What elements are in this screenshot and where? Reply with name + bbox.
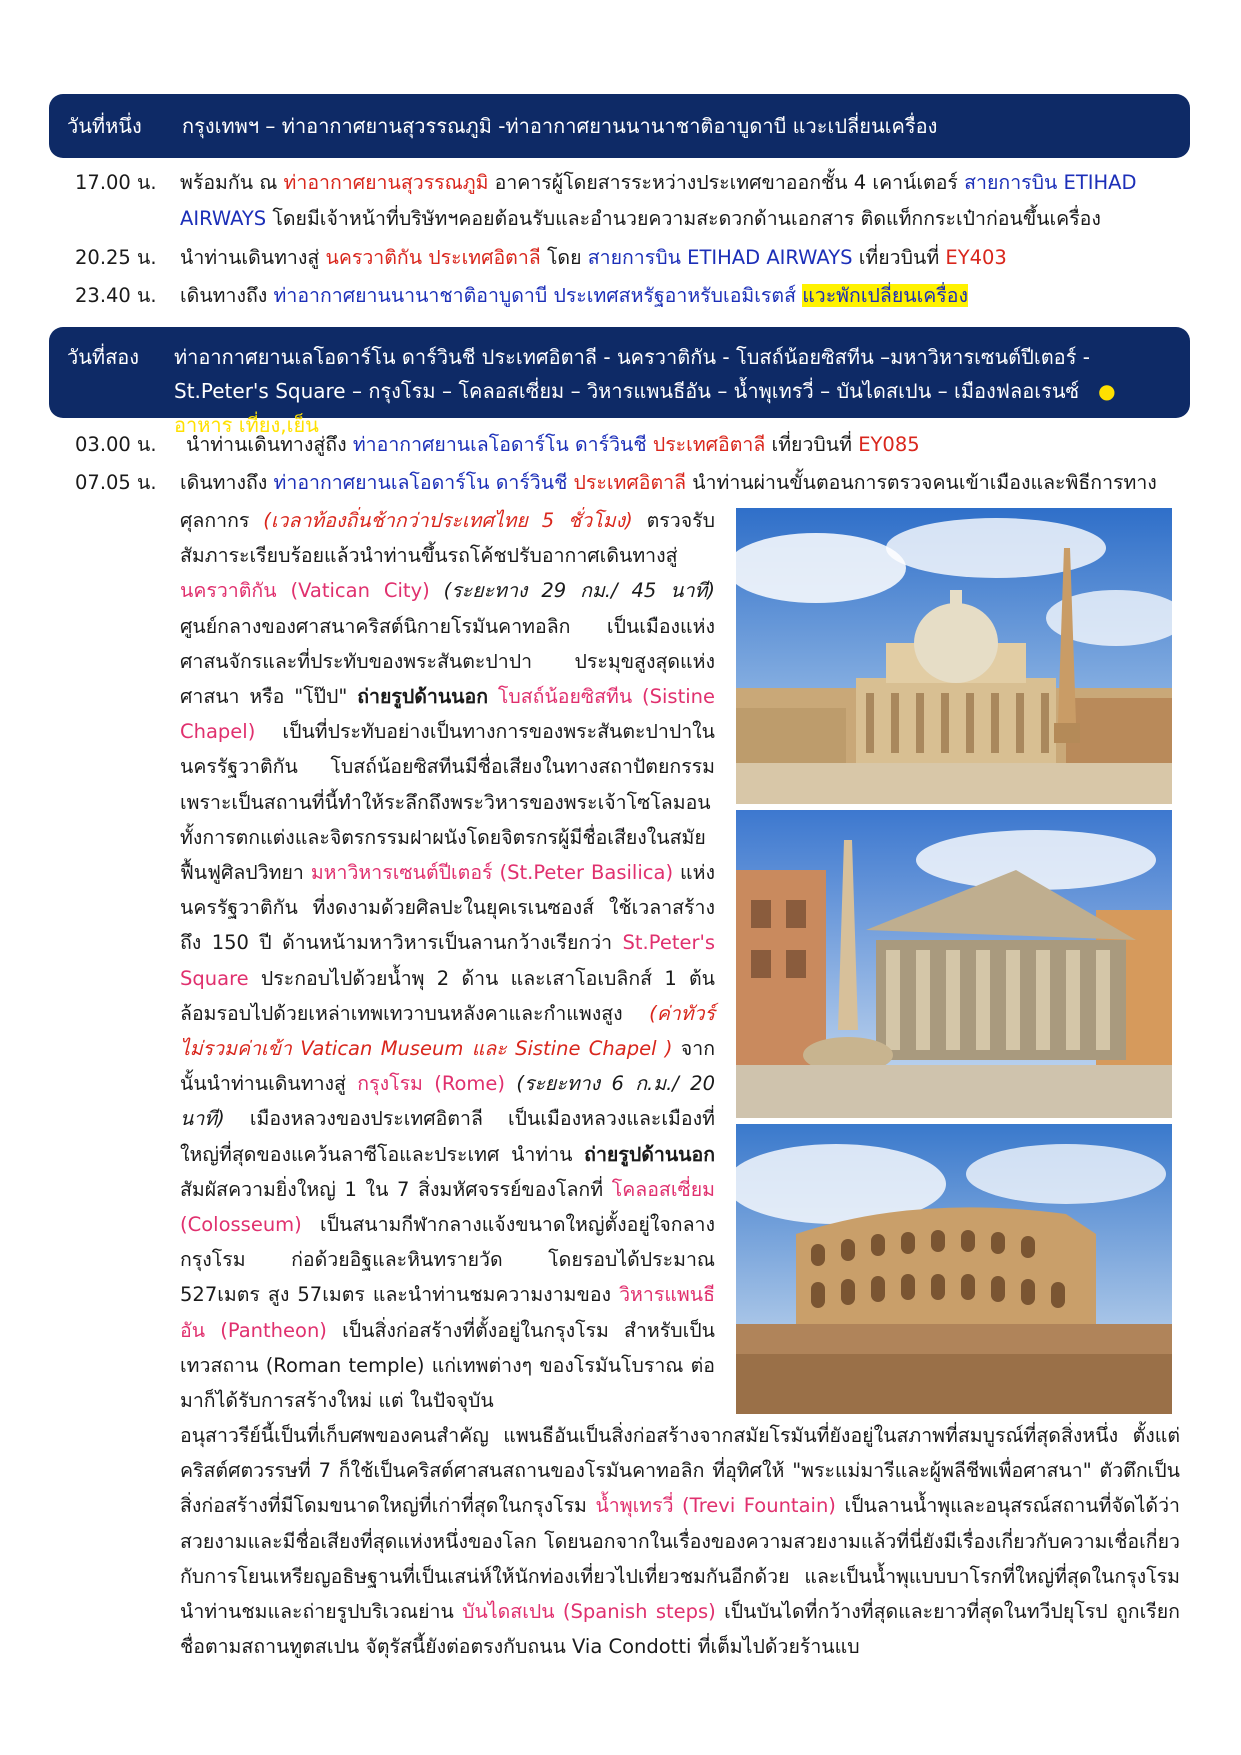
item-text: นำท่านเดินทางสู่ถึง ท่าอากาศยานเลโอดาร์โน ดาร์วินชี ประเทศอิตาลี เที่ยวบินที่ EY085	[186, 433, 920, 456]
item-text: เดินทางถึง ท่าอากาศยานนานาชาติอาบูดาบี ประเทศสหรัฐอาหรับเอมิเรตส์ แวะพักเปลี่ยนเครื่อง	[180, 284, 969, 307]
day2-item-2	[0, 465, 1241, 501]
colosseum-photo	[736, 1124, 1172, 1414]
day2-item-1	[0, 427, 1241, 463]
item-text: พร้อมกัน ณ ท่าอากาศยานสุวรรณภูมิ อาคารผู้โดยสารระหว่างประเทศขาออกชั้น 4 เคาน์เตอร์ สายการบิน ETIHAD AIRWAYS โดยมีเจ้าหน้าที่บริษัทฯคอยต้อนรับและอำนวยความสะดวกด้านเอกสาร ติดแท็กกระเป๋าก่อนขึ้นเครื่อง	[180, 171, 1137, 230]
day2-title: ท่าอากาศยานเลโอดาร์โน ดาร์วินชี ประเทศอิตาลี - นครวาติกัน - โบสถ์น้อยซิสทีน –มหาวิหารเซนต์ปีเตอร์ - St.Peter's Square – กรุงโรม – โคลอสเซี่ยม – วิหารแพนธีอัน – น้ำพุเทรวี่ – บันไดสเปน – เมืองฟลอเรนซ์ ● อาหาร เที่ยง,เย็น	[174, 345, 1116, 437]
day2-description-continued: อนุสาวรีย์นี้เป็นที่เก็บศพของคนสำคัญ แพนธีอันเป็นสิ่งก่อสร้างจากสมัยโรมันที่ยังอยู่ในสภาพที่สมบูรณ์ที่สุดสิ่งหนึ่ง ตั้งแต่คริสต์ศตวรรษที่ 7 ก็ใช้เป็นคริสต์ศาสนสถานของโรมันคาทอลิก ที่อุทิศให้ "พระแม่มารีและผู้พลีชีพเพื่อศาสนา" ตัวตึกเป็นสิ่งก่อสร้างที่มีโดมขนาดใหญ่ที่เก่าที่สุดในกรุงโรม น้ำพุเทรวี่ (Trevi Fountain) เป็นลานน้ำพุและอนุสรณ์สถานที่จัดได้ว่าสวยงามและมีชื่อเสียงที่สุดแห่งหนึ่งของโลก โดยนอกจากในเรื่องของความสวยงามแล้วที่นี่ยังมีเรื่องเกี่ยวกับความเชื่อเกี่ยวกับการโยนเหรียญอธิษฐานที่เป็นเสน่ห์ให้นักท่องเที่ยวไปเที่ยวชมกันอีกด้วย และเป็นน้ำพุแบบบาโรกที่ใหญ่ที่สุดในกรุงโรม นำท่านชมและถ่ายรูปบริเวณย่าน บันไดสเปน (Spanish steps) เป็นบันไดที่กว้างที่สุดและยาวที่สุดในทวีปยุโรป ถูกเรียกชื่อตามสถานทูตสเปน จัตุรัสนี้ยังต่อตรงกับถนน Via Condotti ที่เต็มไปด้วยร้านแบ	[180, 1424, 1180, 1659]
day1-item-1	[0, 165, 1241, 237]
day1-item-2	[0, 240, 1241, 276]
highlight-label: แวะพักเปลี่ยนเครื่อง	[802, 284, 969, 307]
day2-description: ศุลกากร (เวลาท้องถิ่นช้ากว่าประเทศไทย 5 ชั่วโมง) ตรวจรับสัมภาระเรียบร้อยแล้วนำท่านขึ้นรถโค้ชปรับอากาศเดินทางสู่ นครวาติกัน (Vatican City) (ระยะทาง 29 กม./ 45 นาที) ศูนย์กลางของศาสนาคริสต์นิกายโรมันคาทอลิก เป็นเมืองแห่งศาสนจักรและที่ประทับของพระสันตะปาปา ประมุขสูงสุดแห่งศาสนา หรือ "โป๊ป" ถ่ายรูปด้านนอก โบสถ์น้อยซิสทีน (Sistine Chapel) เป็นที่ประทับอย่างเป็นทางการของพระสันตะปาปาในนครรัฐวาติกัน โบสถ์น้อยซิสทีนมีชื่อเสียงในทางสถาปัตยกรรมเพราะเป็นสถานที่นี้ทำให้ระลึกถึงพระวิหารของพระเจ้าโซโลมอนทั้งการตกแต่งและจิตรกรรมฝาผนังโดยจิตรกรผู้มีชื่อเสียงในสมัยฟื้นฟูศิลปวิทยา มหาวิหารเซนต์ปีเตอร์ (St.Peter Basilica) แห่งนครรัฐวาติกัน ที่งดงามด้วยศิลปะในยุคเรเนซองส์ ใช้เวลาสร้างถึง 150 ปี ด้านหน้ามหาวิหารเป็นลานกว้างเรียกว่า St.Peter's Square ประกอบไปด้วยน้ำพุ 2 ด้าน และเสาโอเบลิกส์ 1 ต้น ล้อมรอบไปด้วยเหล่าเทพเทวาบนหลังคาและกำแพงสูง (ค่าทัวร์ไม่รวมค่าเข้า Vatican Museum และ Sistine Chapel ) จากนั้นนำท่านเดินทางสู่ กรุงโรม (Rome) (ระยะทาง 6 ก.ม./ 20 นาที) เมืองหลวงของประเทศอิตาลี เป็นเมืองหลวงและเมืองที่ใหญ่ที่สุดของแคว้นลาซีโอและประเทศ นำท่าน ถ่ายรูปด้านนอก สัมผัสความยิ่งใหญ่ 1 ใน 7 สิ่งมหัศจรรย์ของโลกที่ โคลอสเซี่ยม (Colosseum) เป็นสนามกีฬากลางแจ้งขนาดใหญ่ตั้งอยู่ใจกลางกรุงโรม ก่อด้วยอิฐและหินทรายวัด โดยรอบได้ประมาณ 527เมตร สูง 57เมตร และนำท่านชมความงามของ วิหารแพนธีอัน (Pantheon) เป็นสิ่งก่อสร้างที่ตั้งอยู่ในกรุงโรม สำหรับเป็นเทวสถาน (Roman temple) แก่เทพต่างๆ ของโรมันโบราณ ต่อมาก็ได้รับการสร้างใหม่ แต่ ในปัจจุบัน	[180, 509, 715, 1413]
item-time: 23.40 น.	[75, 284, 157, 307]
item-time: 03.00 น.	[75, 433, 157, 456]
meal-label: อาหาร เที่ยง,เย็น	[174, 413, 319, 437]
item-time: 17.00 น.	[75, 171, 157, 194]
item-text: เดินทางถึง ท่าอากาศยานเลโอดาร์โน ดาร์วินชี ประเทศอิตาลี นำท่านผ่านขั้นตอนการตรวจคนเข้าเมืองและพิธีการทาง	[180, 471, 1157, 494]
day2-label: วันที่สอง	[67, 345, 140, 369]
item-text: นำท่านเดินทางสู่ นครวาติกัน ประเทศอิตาลี โดย สายการบิน ETIHAD AIRWAYS เที่ยวบินที่ EY403	[180, 246, 1007, 269]
pantheon-photo	[736, 810, 1172, 1118]
day1-label: วันที่หนึ่ง	[67, 114, 142, 138]
day1-header	[49, 94, 1190, 158]
item-time: 20.25 น.	[75, 246, 157, 269]
day1-title: กรุงเทพฯ – ท่าอากาศยานสุวรรณภูมิ -ท่าอากาศยานนานาชาติอาบูดาบี แวะเปลี่ยนเครื่อง	[182, 114, 938, 138]
day2-header	[49, 327, 1190, 437]
st-peters-basilica-photo	[736, 508, 1172, 804]
plate-icon: ●	[1098, 379, 1116, 403]
item-time: 07.05 น.	[75, 471, 157, 494]
day1-item-3	[0, 278, 1241, 314]
